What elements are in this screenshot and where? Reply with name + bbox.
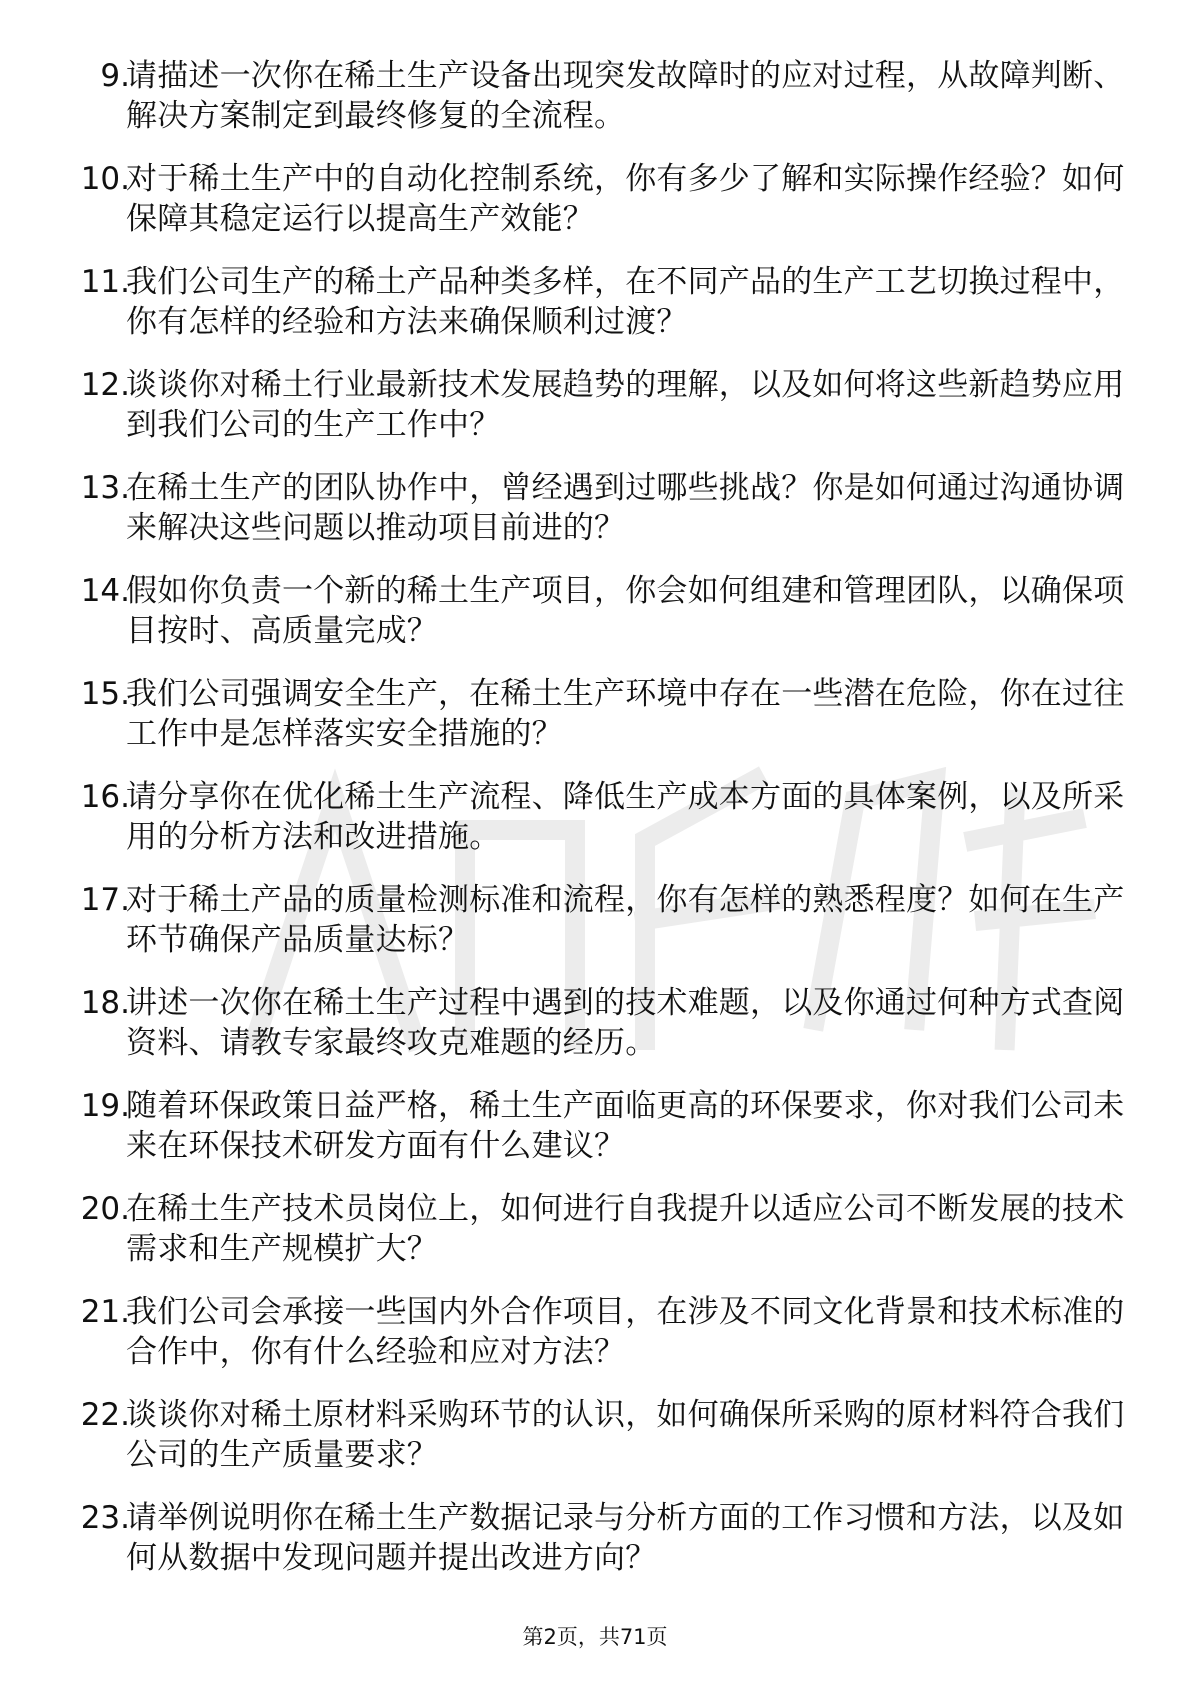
question-number: 21. <box>80 1294 130 1330</box>
question-item <box>0 262 1190 365</box>
question-text: 假如你负责一个新的稀土生产项目，你会如何组建和管理团队，以确保项目按时、高质量完成？ <box>126 573 1125 649</box>
question-item <box>0 1292 1190 1395</box>
question-number: 9. <box>100 58 130 94</box>
question-text: 讲述一次你在稀土生产过程中遇到的技术难题，以及你通过何种方式查阅资料、请教专家最终攻克难题的经历。 <box>126 985 1125 1061</box>
question-number: 10. <box>80 161 130 197</box>
question-item <box>0 159 1190 262</box>
question-text: 谈谈你对稀土行业最新技术发展趋势的理解，以及如何将这些新趋势应用到我们公司的生产工作中？ <box>126 367 1125 443</box>
question-item <box>0 571 1190 674</box>
question-number: 13. <box>80 470 130 506</box>
question-number: 18. <box>80 985 130 1021</box>
question-item <box>0 983 1190 1086</box>
question-text: 请举例说明你在稀土生产数据记录与分析方面的工作习惯和方法，以及如何从数据中发现问题并提出改进方向？ <box>126 1500 1125 1576</box>
question-text: 我们公司生产的稀土产品种类多样，在不同产品的生产工艺切换过程中，你有怎样的经验和方法来确保顺利过渡？ <box>126 264 1125 340</box>
question-number: 20. <box>80 1191 130 1227</box>
question-text: 随着环保政策日益严格，稀土生产面临更高的环保要求，你对我们公司未来在环保技术研发方面有什么建议？ <box>126 1088 1125 1164</box>
question-item <box>0 777 1190 880</box>
question-item <box>0 56 1190 159</box>
question-item <box>0 1189 1190 1292</box>
question-number: 23. <box>80 1500 130 1536</box>
question-number: 14. <box>80 573 130 609</box>
question-text: 在稀土生产的团队协作中，曾经遇到过哪些挑战？你是如何通过沟通协调来解决这些问题以推动项目前进的？ <box>126 470 1125 546</box>
question-text: 我们公司强调安全生产，在稀土生产环境中存在一些潜在危险，你在过往工作中是怎样落实安全措施的？ <box>126 676 1125 752</box>
question-number: 22. <box>80 1397 130 1433</box>
question-item <box>0 1395 1190 1498</box>
question-number: 11. <box>80 264 130 300</box>
question-number: 16. <box>80 779 130 815</box>
question-list <box>0 56 1190 1601</box>
question-text: 在稀土生产技术员岗位上，如何进行自我提升以适应公司不断发展的技术需求和生产规模扩大？ <box>126 1191 1125 1267</box>
question-number: 19. <box>80 1088 130 1124</box>
question-text: 请描述一次你在稀土生产设备出现突发故障时的应对过程，从故障判断、解决方案制定到最终修复的全流程。 <box>126 58 1125 134</box>
question-item <box>0 365 1190 468</box>
question-item <box>0 1086 1190 1189</box>
question-text: 对于稀土产品的质量检测标准和流程，你有怎样的熟悉程度？如何在生产环节确保产品质量达标？ <box>126 882 1125 958</box>
question-text: 对于稀土生产中的自动化控制系统，你有多少了解和实际操作经验？如何保障其稳定运行以提高生产效能？ <box>126 161 1125 237</box>
question-item <box>0 674 1190 777</box>
question-number: 17. <box>80 882 130 918</box>
question-item <box>0 880 1190 983</box>
question-item <box>0 468 1190 571</box>
page-footer: 第2页，共71页 <box>522 1625 668 1649</box>
question-text: 我们公司会承接一些国内外合作项目，在涉及不同文化背景和技术标准的合作中，你有什么经验和应对方法？ <box>126 1294 1125 1370</box>
question-number: 15. <box>80 676 130 712</box>
question-text: 请分享你在优化稀土生产流程、降低生产成本方面的具体案例，以及所采用的分析方法和改进措施。 <box>126 779 1125 855</box>
question-text: 谈谈你对稀土原材料采购环节的认识，如何确保所采购的原材料符合我们公司的生产质量要求？ <box>126 1397 1125 1473</box>
question-number: 12. <box>80 367 130 403</box>
question-item <box>0 1498 1190 1601</box>
